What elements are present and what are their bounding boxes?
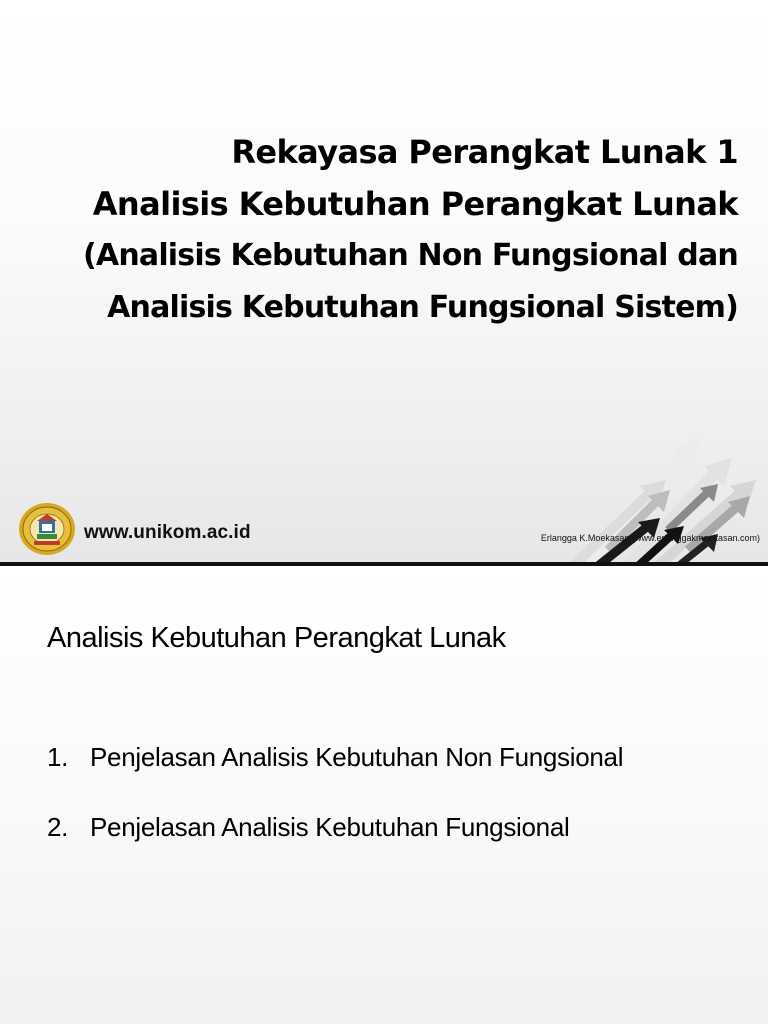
numbered-list (47, 726, 730, 858)
content-slide (0, 566, 768, 1024)
website-url[interactable]: www.unikom.ac.id (84, 522, 251, 543)
list-item-text: Penjelasan Analisis Kebutuhan Non Fungsional (90, 742, 624, 772)
list-item-number: 1. (47, 742, 69, 772)
slide-heading: Analisis Kebutuhan Perangkat Lunak (47, 622, 506, 654)
title-line: Analisis Kebutuhan Fungsional Sistem) (107, 290, 738, 325)
list-item-text: Penjelasan Analisis Kebutuhan Fungsional (90, 812, 570, 842)
title-line: Rekayasa Perangkat Lunak 1 (231, 133, 738, 171)
title-line: (Analisis Kebutuhan Non Fungsional dan (82, 238, 738, 273)
list-item (47, 726, 730, 788)
title-line: Analisis Kebutuhan Perangkat Lunak (92, 185, 738, 223)
rising-arrows-icon (568, 430, 768, 566)
author-credit: Erlangga K.Moekasan (www.erlanggakmoekasan.com) (540, 533, 760, 543)
list-item-number: 2. (47, 812, 69, 842)
list-item (47, 796, 730, 858)
slide-title (0, 126, 738, 334)
university-seal-icon (18, 502, 76, 556)
